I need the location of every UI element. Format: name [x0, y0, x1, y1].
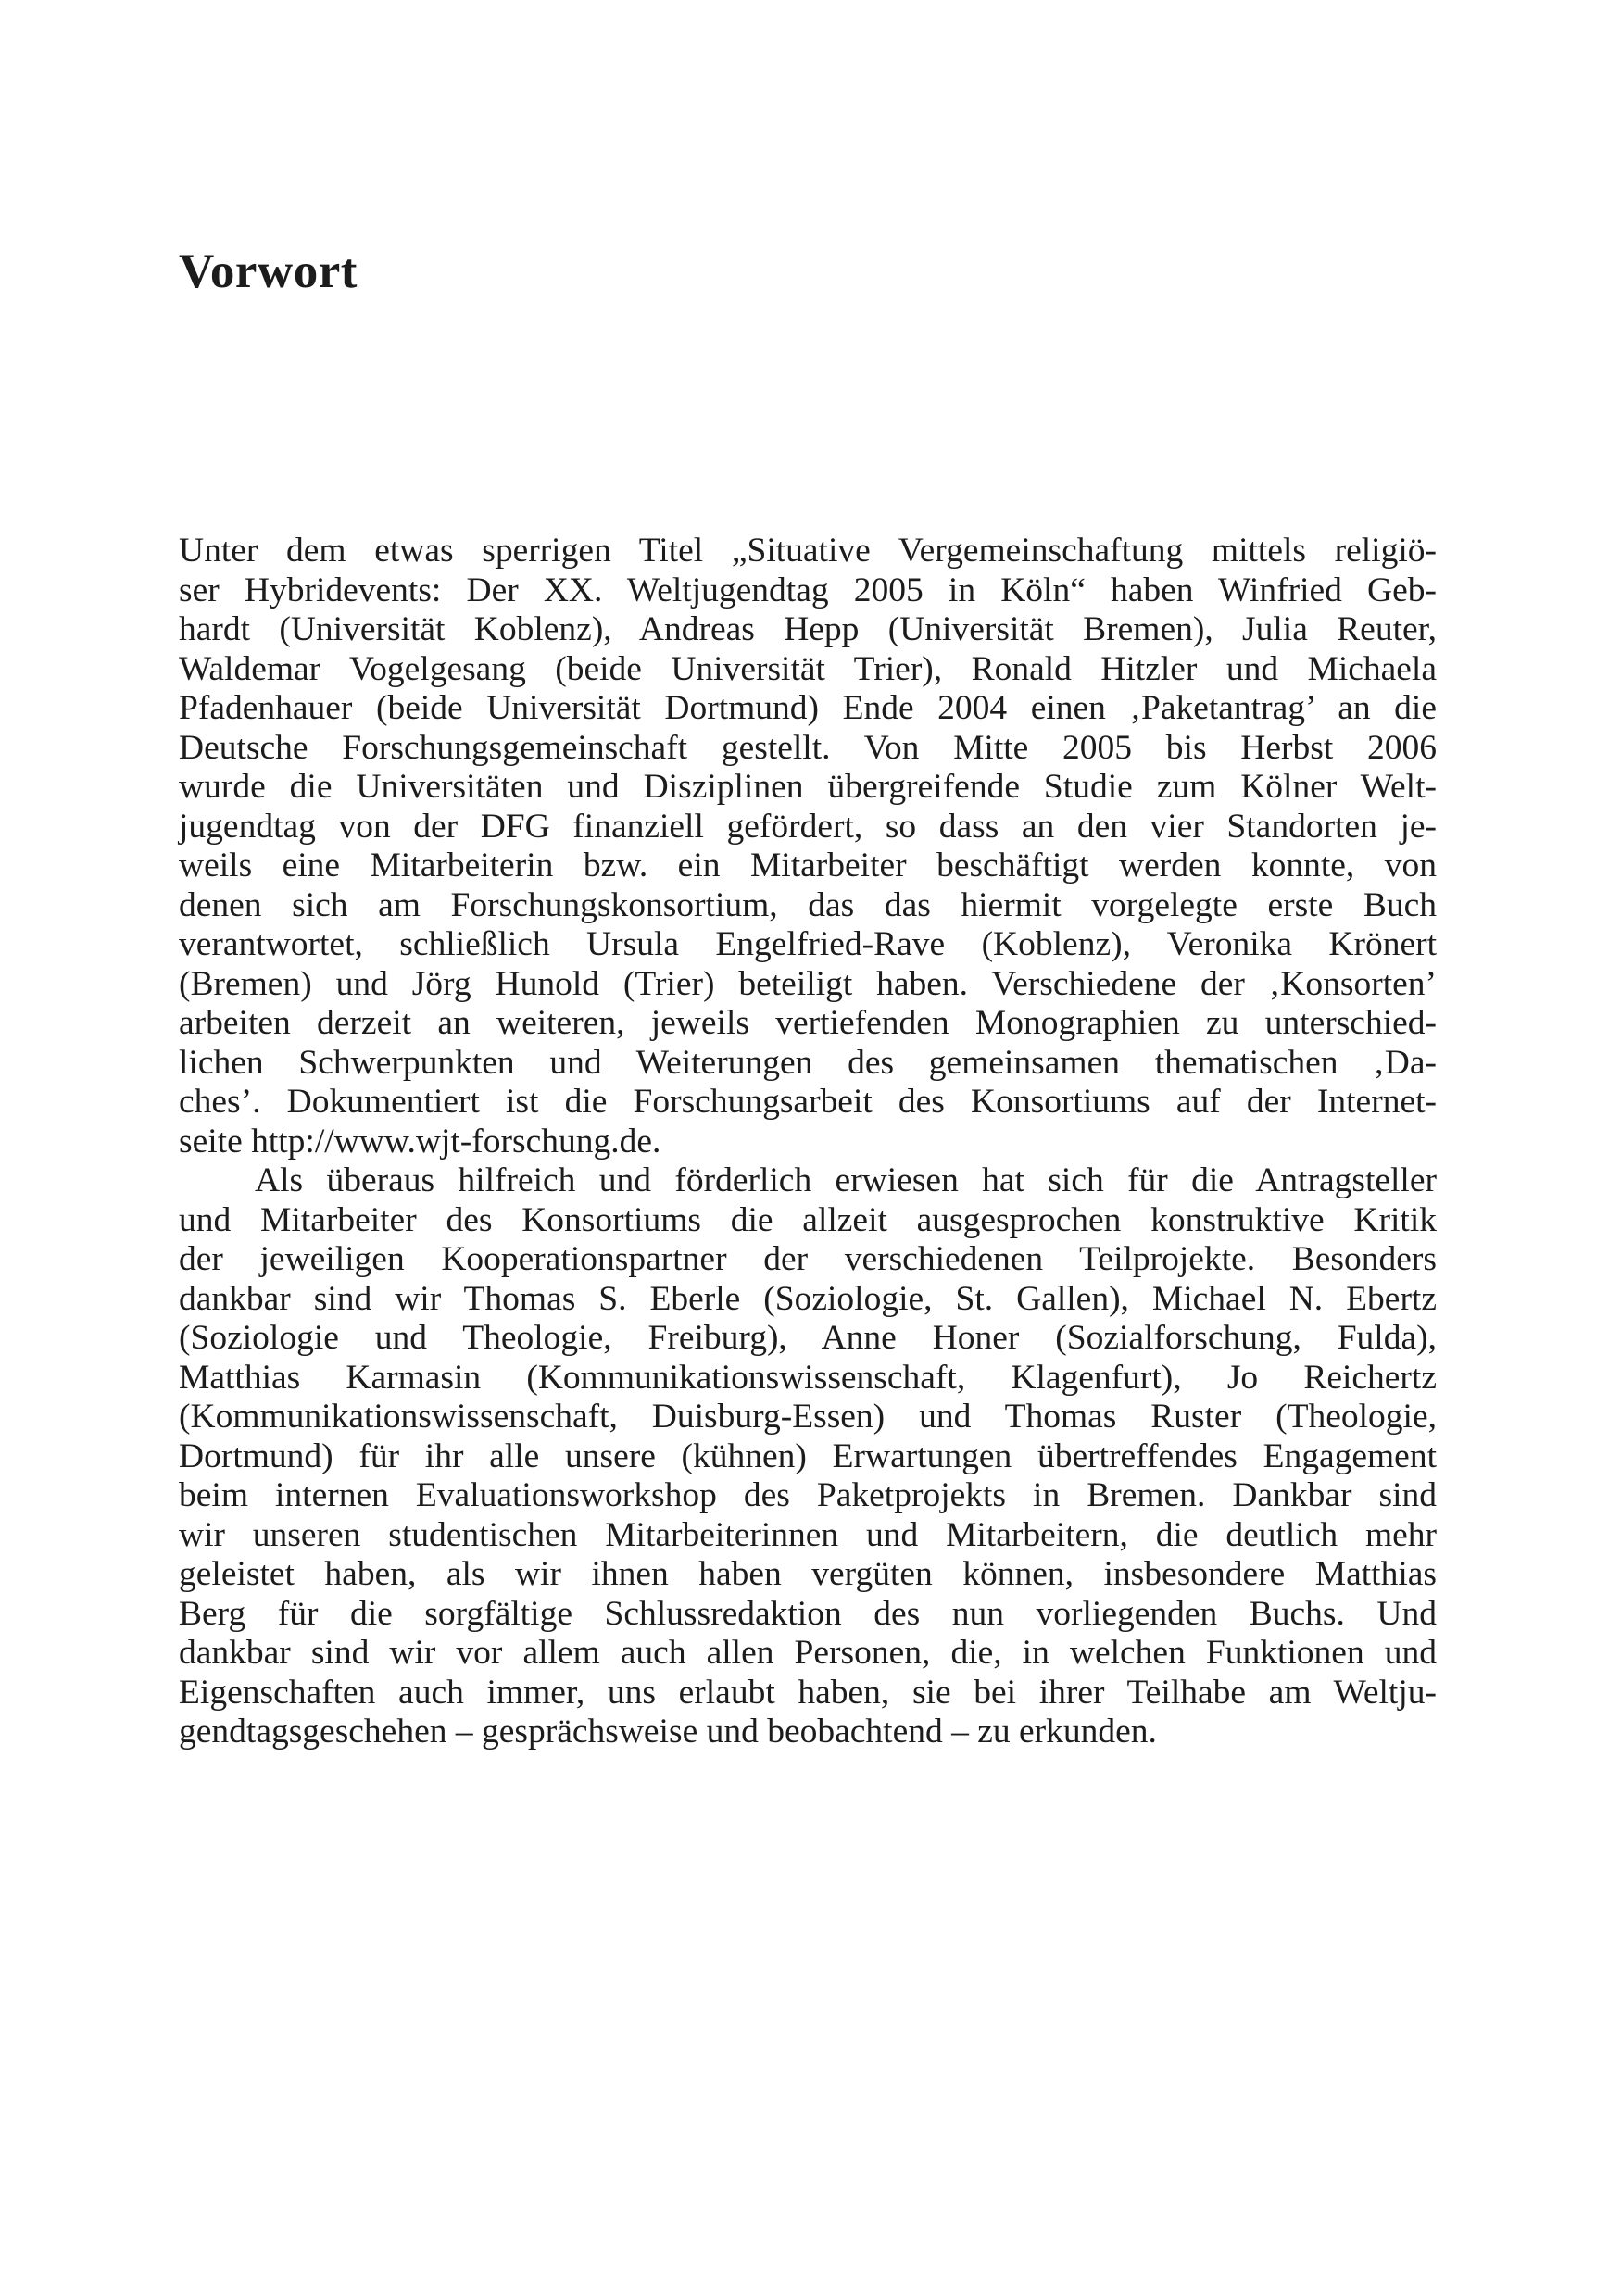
text-line: der jeweiligen Kooperationspartner der verschiedenen Teilprojekte. Besonders — [179, 1240, 1437, 1278]
text-line: und Mitarbeiter des Konsortiums die allzeit ausgesprochen konstruktive Kritik — [179, 1200, 1437, 1239]
text-line: Unter dem etwas sperrigen Titel „Situative Vergemeinschaftung mittels religiö- — [179, 532, 1437, 570]
text-line: Eigenschaften auch immer, uns erlaubt haben, sie bei ihrer Teilhabe am Weltju- — [179, 1673, 1437, 1712]
text-line: dankbar sind wir Thomas S. Eberle (Soziologie, St. Gallen), Michael N. Ebertz — [179, 1279, 1437, 1318]
paragraph-1 — [179, 532, 1437, 1161]
text-line: wir unseren studentischen Mitarbeiterinnen und Mitarbeitern, die deutlich mehr — [179, 1515, 1437, 1554]
text-line: Matthias Karmasin (Kommunikationswissenschaft, Klagenfurt), Jo Reichertz — [179, 1358, 1437, 1397]
text-line: gendtagsgeschehen – gesprächsweise und beobachtend – zu erkunden. — [179, 1713, 1157, 1750]
text-line: hardt (Universität Koblenz), Andreas Hepp (Universität Bremen), Julia Reuter, — [179, 610, 1437, 648]
text-line: Pfadenhauer (beide Universität Dortmund) Ende 2004 einen ‚Paketantrag’ an die — [179, 689, 1437, 727]
text-line: ches’. Dokumentiert ist die Forschungsarbeit des Konsortiums auf der Internet- — [179, 1083, 1437, 1121]
text-line: Deutsche Forschungsgemeinschaft gestellt. Von Mitte 2005 bis Herbst 2006 — [179, 728, 1437, 767]
text-line: dankbar sind wir vor allem auch allen Personen, die, in welchen Funktionen und — [179, 1634, 1437, 1672]
text-line: lichen Schwerpunkten und Weiterungen des gemeinsamen thematischen ‚Da- — [179, 1043, 1437, 1082]
text-line: wurde die Universitäten und Disziplinen übergreifende Studie zum Kölner Welt- — [179, 768, 1437, 806]
text-line: Waldemar Vogelgesang (beide Universität Trier), Ronald Hitzler und Michaela — [179, 649, 1437, 688]
text-line: arbeiten derzeit an weiteren, jeweils vertiefenden Monographien zu unterschied- — [179, 1004, 1437, 1042]
text-line: beim internen Evaluationsworkshop des Paketprojekts in Bremen. Dankbar sind — [179, 1476, 1437, 1514]
text-line: verantwortet, schließlich Ursula Engelfried-Rave (Koblenz), Veronika Krönert — [179, 925, 1437, 963]
text-line: denen sich am Forschungskonsortium, das das hiermit vorgelegte erste Buch — [179, 885, 1437, 924]
body-text — [179, 532, 1437, 1752]
chapter-title: Vorwort — [179, 245, 358, 298]
text-line: jugendtag von der DFG finanziell gefördert, so dass an den vier Standorten je- — [179, 807, 1437, 846]
text-line: geleistet haben, als wir ihnen haben vergüten können, insbesondere Matthias — [179, 1555, 1437, 1593]
text-line: ser Hybridevents: Der XX. Weltjugendtag 2005 in Köln“ haben Winfried Geb- — [179, 571, 1437, 609]
text-line: (Bremen) und Jörg Hunold (Trier) beteiligt haben. Verschiedene der ‚Konsorten’ — [179, 964, 1437, 1003]
paragraph-2 — [179, 1161, 1437, 1752]
text-line: Als überaus hilfreich und förderlich erwiesen hat sich für die Antragsteller — [255, 1161, 1437, 1199]
text-line: Berg für die sorgfältige Schlussredaktion des nun vorliegenden Buchs. Und — [179, 1594, 1437, 1633]
text-line: seite http://www.wjt-forschung.de. — [179, 1122, 661, 1161]
text-line: (Kommunikationswissenschaft, Duisburg-Essen) und Thomas Ruster (Theologie, — [179, 1398, 1437, 1436]
text-line: (Soziologie und Theologie, Freiburg), Anne Honer (Sozialforschung, Fulda), — [179, 1319, 1437, 1357]
text-line: Dortmund) für ihr alle unsere (kühnen) Erwartungen übertreffendes Engagement — [179, 1437, 1437, 1475]
text-line: weils eine Mitarbeiterin bzw. ein Mitarbeiter beschäftigt werden konnte, von — [179, 847, 1437, 885]
